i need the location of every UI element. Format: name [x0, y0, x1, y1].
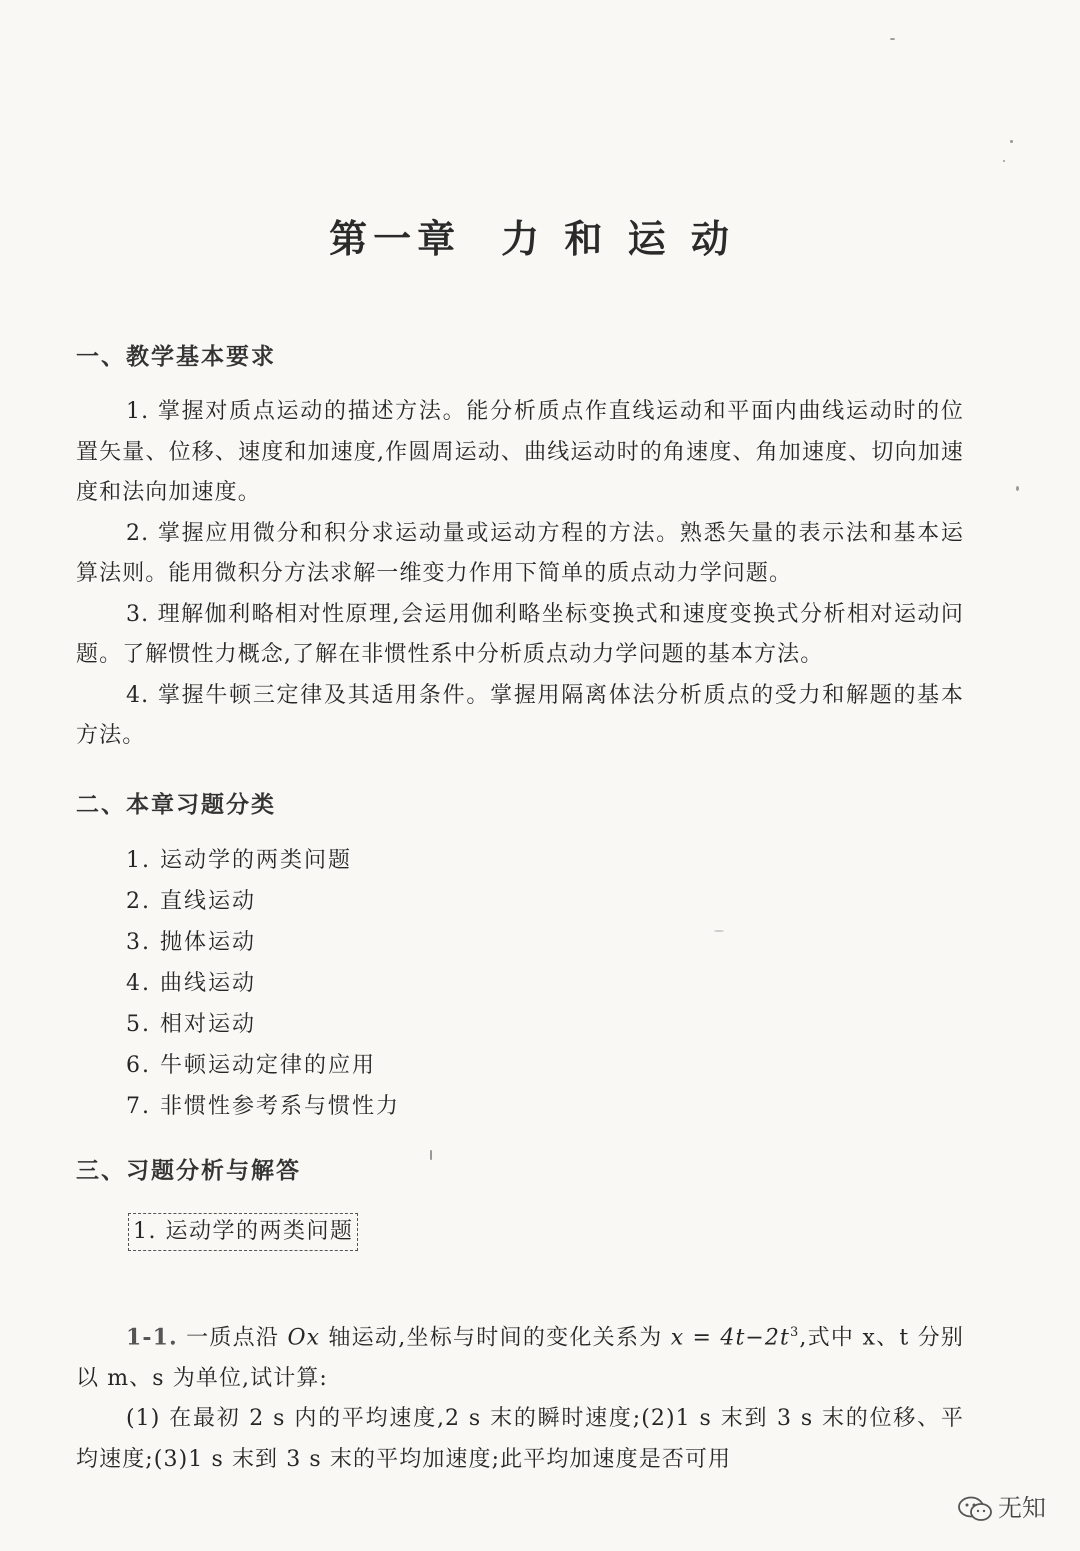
list-item: 4. 曲线运动 — [126, 971, 256, 996]
list-item: 5. 相对运动 — [126, 1012, 256, 1037]
axis-label: Ox — [287, 1325, 321, 1351]
requirement-paragraph: 3. 理解伽利略相对性原理,会运用伽利略坐标变换式和速度变换式分析相对运动问题。了解惯性力概念,了解在非惯性系中分析质点动力学问题的基本方法。 — [76, 601, 964, 667]
problem-number: 1-1. — [126, 1324, 178, 1351]
wechat-icon — [958, 1496, 992, 1522]
section-heading-exercise-categories: 二、本章习题分类 — [76, 792, 276, 818]
requirement-paragraph: 1. 掌握对质点运动的描述方法。能分析质点作直线运动和平面内曲线运动时的位置矢量、位移、速度和加速度,作圆周运动、曲线运动时的角速度、角加速度、切向加速度和法向加速度。 — [76, 399, 964, 505]
scan-speck — [714, 930, 724, 932]
section-heading-requirements: 一、教学基本要求 — [76, 344, 276, 370]
scan-speck — [1010, 140, 1013, 143]
list-item: 7. 非惯性参考系与惯性力 — [126, 1094, 400, 1119]
requirements-paragraphs — [76, 392, 964, 757]
problem-statement — [76, 1313, 964, 1399]
problem-text: ,式中 x、t 分别以 m、s 为单位,试计算: — [76, 1325, 964, 1391]
scan-speck — [890, 38, 895, 40]
watermark — [958, 1488, 1046, 1523]
requirement-paragraph: 4. 掌握牛顿三定律及其适用条件。掌握用隔离体法分析质点的受力和解题的基本方法。 — [76, 682, 964, 748]
subsection-box: 1. 运动学的两类问题 — [128, 1213, 358, 1251]
problem-1-1 — [76, 1313, 964, 1480]
chapter-name: 力 和 运 动 — [501, 216, 735, 261]
watermark-text: 无知 — [998, 1494, 1046, 1522]
scan-speck — [430, 1150, 432, 1160]
list-item: 1. 运动学的两类问题 — [126, 848, 352, 873]
list-item: 2. 直线运动 — [126, 889, 256, 914]
exercise-category-list — [126, 840, 400, 1127]
chapter-number: 第一章 — [329, 216, 462, 261]
formula: x = 4t−2t — [670, 1325, 790, 1351]
problem-text: 一质点沿 — [177, 1325, 288, 1351]
problem-text: 轴运动,坐标与时间的变化关系为 — [320, 1325, 671, 1351]
list-item: 6. 牛顿运动定律的应用 — [126, 1053, 376, 1078]
problem-questions: (1) 在最初 2 s 内的平均速度,2 s 末的瞬时速度;(2)1 s 末到 3 s 末的位移、平均速度;(3)1 s 末到 3 s 末的平均加速度;此平均加速度是否可用 — [76, 1406, 964, 1472]
formula-exponent: 3 — [789, 1325, 800, 1340]
requirement-paragraph: 2. 掌握应用微分和积分求运动量或运动方程的方法。熟悉矢量的表示法和基本运算法则。能用微积分方法求解一维变力作用下简单的质点动力学问题。 — [76, 520, 964, 586]
list-item: 3. 抛体运动 — [126, 930, 256, 955]
section-heading-exercise-solutions: 三、习题分析与解答 — [76, 1158, 301, 1184]
scan-speck — [1016, 486, 1019, 491]
chapter-title — [0, 208, 1064, 263]
scan-speck — [1003, 160, 1005, 162]
